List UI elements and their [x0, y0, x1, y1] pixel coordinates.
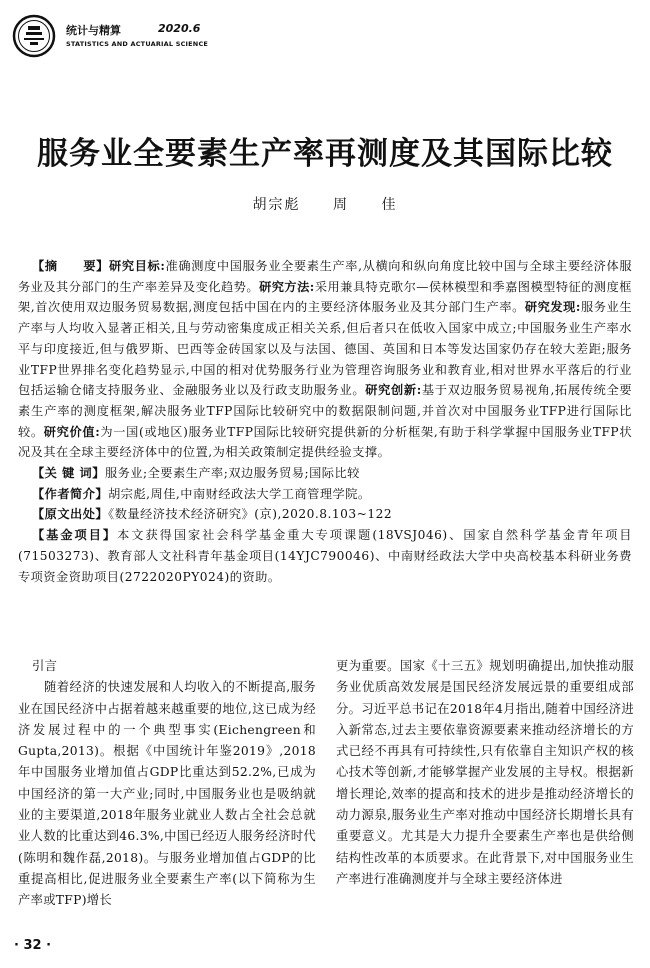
fund-text: 本文获得国家社会科学基金重大专项课题(18VSJ046)、国家自然科学基金青年项目(71503273)、教育部人文社科青年基金项目(14YJC790046)、中南财经政法大学中央高校基本科研业务费专项资金资助项目(2722020PY024)的资助。: [18, 528, 632, 584]
innovation-text: 基于双边服务贸易视角,拓展传统全要素生产率的测度框架,解决服务业TFP国际比较研究中的数据限制问题,并首次对中国服务业TFP进行国际比较。: [18, 383, 633, 439]
objective-text: 准确测度中国服务业全要素生产率,从横向和纵向角度比较中国与全球主要经济体服务业及其分部门的生产率差异及变化趋势。: [18, 259, 633, 294]
author-text: 胡宗彪,周佳,中南财经政法大学工商管理学院。: [108, 486, 371, 501]
method-text: 采用兼具特克歌尔—侯林模型和季嘉图模型特征的测度框架,首次使用双边服务贸易数据,测度包括中国在内的主要经济体服务业及其分部门生产率。: [18, 279, 632, 315]
body-column-left: [18, 656, 316, 912]
journal-year: 2020.6: [158, 22, 201, 35]
abstract-tag: 【摘 要】: [32, 259, 110, 273]
fund-line: [18, 525, 632, 587]
section-heading: 引言: [32, 659, 58, 673]
innovation-label: 研究创新:: [365, 383, 422, 398]
source-line: [18, 504, 632, 525]
fund-tag: 【基金项目】: [32, 528, 118, 543]
keywords-tag: 【关 键 词】: [32, 466, 105, 481]
keywords-text: 服务业;全要素生产率;双边服务贸易;国际比较: [104, 466, 360, 481]
journal-name-en: STATISTICS AND ACTUARIAL SCIENCE: [66, 40, 209, 48]
author-line: [18, 484, 632, 505]
author-tag: 【作者简介】: [32, 486, 109, 501]
body-paragraph-left: 随着经济的快速发展和人均收入的不断提高,服务业在国民经济中占据着越来越重要的地位,这已成为经济发展过程中的一个典型事实(Eichengreen和Gupta,2013)。根据《中国统计年鉴2019》,2018年中国服务业增加值占GDP比重达到52.2%,已成为中国经济的第一大产业;同时,中国服务业也是吸纳就业的主要渠道,2018年服务业就业人数占全社会总就业人数的比重达到46.3%,中国已经迈人服务经济时代(陈明和魏作磊,2018)。与服务业增加值占GDP的比重提高相比,促进服务业全要素生产率(以下简称为生产率或TFP)增长: [18, 680, 316, 908]
body-paragraph-right: 更为重要。国家《十三五》规划明确提出,加快推动服务业优质高效发展是国民经济发展远景的重要组成部分。习近平总书记在2018年4月指出,随着中国经济进入新常态,过去主要依靠资源要素来推动经济增长的方式已经不再具有可持续性,只有依靠自主知识产权的核心技术等创新,才能够掌握产业发展的主导权。根据新增长理论,效率的提高和技术的进步是推动经济增长的动力源泉,服务业生产率对推动中国经济长期增长具有重要意义。尤其是大力提升全要素生产率也是供给侧结构性改革的本质要求。在此背景下,对中国服务业生产率进行准确测度并与全球主要经济体进: [336, 659, 634, 886]
journal-logo-icon: [12, 14, 56, 58]
value-label: 研究价值:: [43, 424, 101, 439]
findings-label: 研究发现:: [524, 300, 581, 315]
source-tag: 【原文出处】: [32, 507, 109, 522]
body-column-right: [336, 656, 634, 890]
article-title: 服务业全要素生产率再测度及其国际比较: [37, 136, 613, 172]
method-label: 研究方法:: [259, 279, 315, 294]
journal-name: 统计与精算: [66, 24, 121, 37]
findings-text: 服务业生产率与人均收入显著正相关,且与劳动密集度成正相关关系,但后者只在低收入国家中成立;中国服务业生产率水平与印度接近,但与俄罗斯、巴西等金砖国家以及与法国、德国、英国和日本等发达国家仍存在较大差距;服务业TFP世界排名变化趋势显示,中国的相对优势服务行业为管理咨询服务业和教育业,相对世界水平落后的行业包括运输仓储支持服务业、金融服务业以及行政支助服务业。: [18, 300, 633, 398]
page-number: · 32 ·: [14, 938, 52, 953]
objective-label: 研究目标:: [109, 259, 166, 273]
abstract-block: [18, 256, 632, 587]
keywords-line: [18, 463, 632, 484]
abstract-paragraph: [18, 256, 632, 463]
source-text: 《数量经济技术经济研究》(京),2020.8.103~122: [108, 507, 393, 522]
value-text: 为一国(或地区)服务业TFP国际比较研究提供新的分析框架,有助于科学掌握中国服务业TFP状况及其在全球主要经济体中的位置,为相关政策制定提供经验支撑。: [18, 424, 633, 460]
journal-header: [12, 14, 312, 60]
article-authors: 胡宗彪 周 佳: [252, 197, 398, 213]
